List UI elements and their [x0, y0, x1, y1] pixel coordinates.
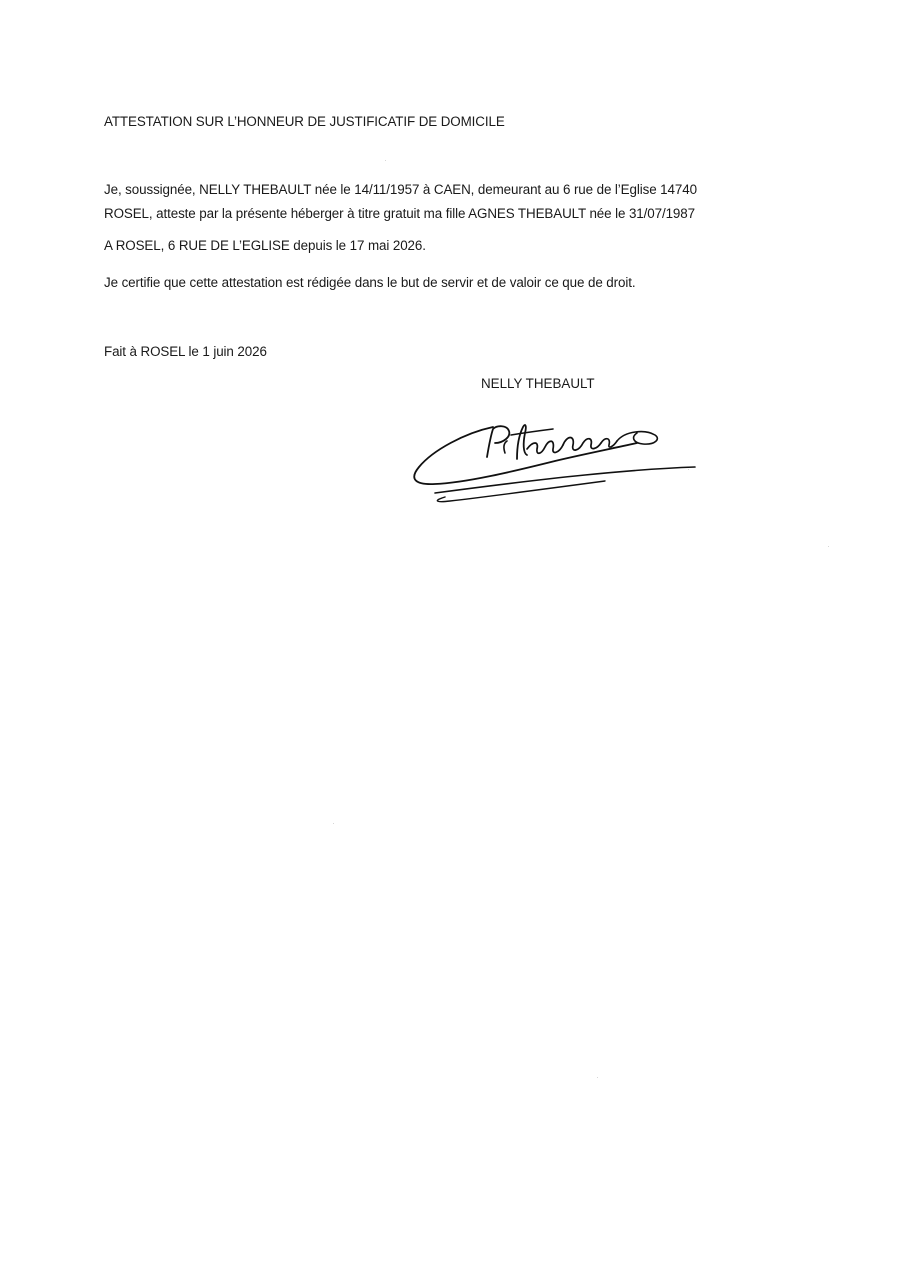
- handwritten-signature: [405, 405, 705, 515]
- document-title: ATTESTATION SUR L’HONNEUR DE JUSTIFICATIF DE DOMICILE: [104, 114, 505, 129]
- signatory-name: NELLY THEBAULT: [481, 376, 595, 391]
- scan-speck: [597, 1077, 598, 1078]
- certification-line: Je certifie que cette attestation est rédigée dans le but de servir et de valoir ce que de droit.: [104, 275, 636, 290]
- declaration-line-2: ROSEL, atteste par la présente héberger à titre gratuit ma fille AGNES THEBAULT née le 31/07/1987: [104, 206, 695, 221]
- scan-speck: [688, 469, 689, 470]
- scan-speck: [828, 546, 829, 547]
- scan-speck: [385, 160, 386, 161]
- declaration-line-1: Je, soussignée, NELLY THEBAULT née le 14/11/1957 à CAEN, demeurant au 6 rue de l’Eglise 14740: [104, 182, 697, 197]
- scan-speck: [333, 823, 334, 824]
- address-since-line: A ROSEL, 6 RUE DE L’EGLISE depuis le 17 mai 2026.: [104, 238, 426, 253]
- place-and-date: Fait à ROSEL le 1 juin 2026: [104, 344, 267, 359]
